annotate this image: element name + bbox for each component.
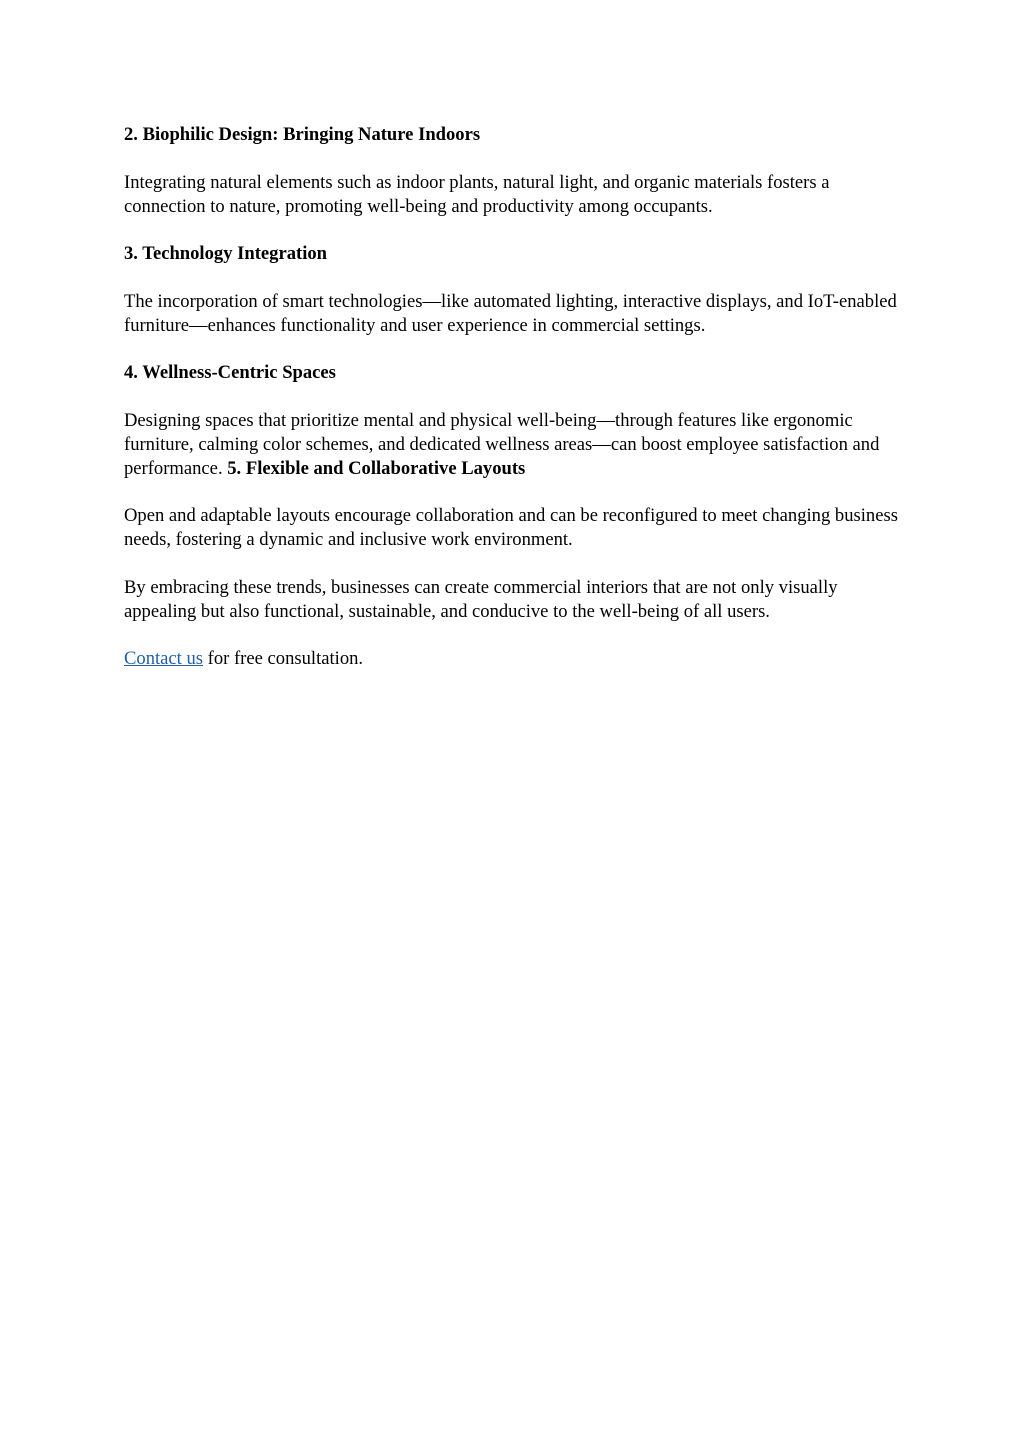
cta-paragraph: [124, 647, 899, 671]
conclusion-paragraph: By embracing these trends, businesses can create commercial interiors that are not only visually appealing but also functional, sustainable, and conducive to the well-being of all users.: [124, 576, 838, 622]
section-heading-technology: 3. Technology Integration: [124, 243, 328, 264]
section-heading-flexible: 5. Flexible and Collaborative Layouts: [227, 457, 526, 479]
section-body-biophilic: Integrating natural elements such as indoor plants, natural light, and organic materials fosters a connection to nature, promoting well-being and productivity among occupants.: [124, 171, 830, 217]
cta-text: for free consultation.: [203, 648, 364, 669]
section-body-flexible: Open and adaptable layouts encourage collaboration and can be reconfigured to meet changing business needs, fostering a dynamic and inclusive work environment.: [124, 505, 898, 550]
section-body-technology: The incorporation of smart technologies—like automated lighting, interactive displays, and IoT-enabled furniture—enhances functionality and user experience in commercial settings.: [124, 290, 897, 336]
section-body-wellness: [124, 409, 899, 481]
section-heading-wellness: 4. Wellness-Centric Spaces: [124, 362, 336, 383]
section-heading-biophilic: 2. Biophilic Design: Bringing Nature Indoors: [124, 124, 481, 145]
document-body: [124, 123, 899, 695]
section-body-wellness-text: Designing spaces that prioritize mental and physical well-being—through features like ergonomic furniture, calming color schemes, and dedicated wellness areas—can boost employee satisfaction and performance.: [124, 409, 880, 479]
contact-us-link[interactable]: Contact us: [124, 648, 204, 669]
